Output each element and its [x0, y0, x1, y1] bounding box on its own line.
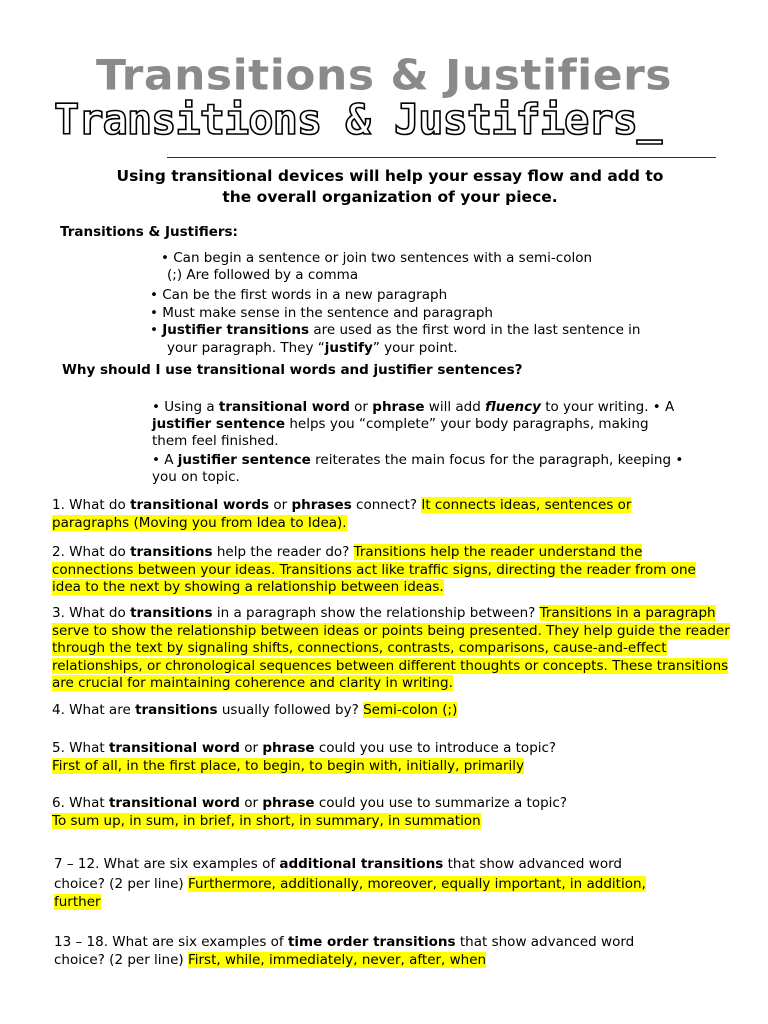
- text-span: could you use to introduce a topic?: [314, 740, 557, 756]
- answer-highlight: through the text by signaling shifts, connections, contrasts, comparisons, cause-and-effect: [52, 640, 667, 656]
- answer-highlight: Transitions in a paragraph: [539, 605, 716, 621]
- question-5-line-2: [52, 758, 556, 776]
- bold-term: transitions: [135, 702, 218, 718]
- section-heading-transitions: Transitions & Justifiers:: [60, 224, 238, 240]
- text-span: will add: [424, 399, 486, 415]
- text-span: 6. What: [52, 795, 109, 811]
- bold-term: phrases: [291, 497, 352, 513]
- bullet-item-1-line-1: • Can begin a sentence or join two sentences with a semi-colon: [161, 250, 593, 266]
- bold-term: transitional words: [130, 497, 270, 513]
- answer-highlight: relationships, or chronological sequences between different thoughts or concepts. These transitions: [52, 657, 729, 674]
- text-span: 13 – 18. What are six examples of: [54, 934, 288, 950]
- text-span: 7 – 12. What are six examples of: [54, 856, 280, 872]
- text-span: or: [239, 740, 263, 756]
- section-heading-why: Why should I use transitional words and justifier sentences?: [62, 362, 523, 378]
- text-span: 5. What: [52, 740, 109, 756]
- why-paragraph-2-line-2: you on topic.: [152, 469, 240, 485]
- text-span: help the reader do?: [212, 544, 354, 560]
- bullet-item-1-line-2: (;) Are followed by a comma: [167, 267, 359, 283]
- bold-term: transitions: [130, 605, 213, 621]
- why-paragraph-1-line-1: [152, 399, 674, 416]
- question-13-18: [54, 934, 634, 969]
- bold-term: phrase: [262, 795, 315, 811]
- question-7-12-line-2: [54, 874, 646, 894]
- question-7-12-line-1: [54, 854, 646, 874]
- subtitle: [60, 166, 720, 208]
- question-3-line-3: [52, 640, 730, 658]
- bullet-text: your paragraph. They “: [167, 340, 325, 356]
- subtitle-line-2: the overall organization of your piece.: [222, 188, 558, 206]
- answer-highlight: idea to the next by showing a relationship between ideas.: [52, 579, 444, 595]
- answer-highlight: Semi-colon (;): [363, 702, 458, 718]
- answer-highlight: It connects ideas, sentences or: [421, 497, 632, 513]
- question-2-line-3: [52, 579, 696, 597]
- question-7-12-line-3: [54, 894, 646, 911]
- bold-italic-term: fluency: [485, 399, 541, 415]
- bullet-marker: •: [150, 322, 163, 338]
- question-2: [52, 544, 696, 597]
- text-span: in a paragraph show the relationship between?: [212, 605, 540, 621]
- question-5-line-1: [52, 740, 556, 758]
- answer-highlight: further: [54, 894, 101, 910]
- question-3-line-1: [52, 605, 730, 623]
- bullet-item-4-line-1: [150, 322, 640, 339]
- bold-term: phrase: [372, 399, 425, 415]
- answer-highlight: connections between your ideas. Transitions act like traffic signs, directing the reader from one: [52, 561, 696, 578]
- text-span: connect?: [351, 497, 422, 513]
- title-underline: [167, 157, 716, 158]
- why-paragraph-1-line-2: [152, 416, 674, 433]
- bullet-item-3: • Must make sense in the sentence and paragraph: [150, 305, 493, 321]
- question-5: [52, 740, 556, 775]
- page-title: Transitions & Justifiers_: [54, 95, 662, 144]
- bold-term: additional transitions: [279, 856, 444, 872]
- question-2-line-2: [52, 562, 696, 580]
- page-title-shadow: Transitions & Justifiers: [96, 51, 672, 100]
- bullet-item-4: [150, 322, 640, 357]
- question-3-line-4: [52, 658, 730, 676]
- bold-term: transitional word: [108, 740, 240, 756]
- question-13-18-line-2: [54, 952, 634, 970]
- text-span: or: [349, 399, 373, 415]
- text-span: usually followed by?: [217, 702, 364, 718]
- text-span: 4. What are: [52, 702, 136, 718]
- text-span: reiterates the main focus for the paragraph, keeping •: [310, 452, 684, 468]
- answer-highlight: First, while, immediately, never, after, when: [187, 951, 487, 968]
- bold-term: justifier sentence: [177, 452, 311, 468]
- text-span: to your writing. • A: [540, 399, 675, 415]
- question-6: [52, 795, 567, 830]
- question-3: [52, 605, 730, 693]
- question-1-line-1: [52, 497, 631, 515]
- bold-term: justify: [324, 340, 373, 356]
- text-span: could you use to summarize a topic?: [314, 795, 567, 811]
- text-span: or: [239, 795, 263, 811]
- bold-term: phrase: [262, 740, 315, 756]
- question-2-line-1: [52, 544, 696, 562]
- question-3-line-2: [52, 623, 730, 641]
- text-span: helps you “complete” your body paragraphs, making: [285, 416, 649, 432]
- why-paragraph-1: [152, 399, 674, 450]
- text-span: that show advanced word: [443, 856, 622, 872]
- question-7-12: [54, 854, 646, 911]
- bullet-item-2: • Can be the first words in a new paragraph: [150, 287, 448, 303]
- text-span: 1. What do: [52, 497, 131, 513]
- why-paragraph-1-line-3: them feel finished.: [152, 433, 279, 449]
- question-4: [52, 702, 457, 720]
- bold-term: Justifier transitions: [162, 322, 310, 338]
- text-span: choice? (2 per line): [54, 951, 188, 968]
- question-1-line-2: [52, 515, 631, 533]
- bold-term: transitional word: [218, 399, 350, 415]
- answer-highlight: are crucial for maintaining coherence and clarity in writing.: [52, 675, 453, 691]
- text-span: or: [269, 497, 292, 513]
- bold-term: time order transitions: [287, 934, 456, 950]
- question-3-line-5: [52, 675, 730, 693]
- question-6-line-2: [52, 813, 567, 831]
- bullet-text: are used as the first word in the last sentence in: [309, 322, 641, 338]
- text-span: 3. What do: [52, 605, 131, 621]
- text-span: that show advanced word: [455, 934, 635, 950]
- answer-highlight: serve to show the relationship between ideas or points being presented. They help guide the reader: [52, 622, 730, 639]
- answer-highlight: To sum up, in sum, in brief, in short, in summary, in summation: [52, 812, 481, 829]
- question-1: [52, 497, 631, 532]
- why-paragraph-2-line-1: [152, 452, 683, 469]
- answer-highlight: Transitions help the reader understand the: [353, 544, 643, 560]
- subtitle-line-1: Using transitional devices will help your essay flow and add to: [116, 167, 664, 185]
- question-6-line-1: [52, 795, 567, 813]
- text-span: • Using a: [152, 399, 219, 415]
- why-paragraph-2: [152, 452, 683, 486]
- text-span: 2. What do: [52, 544, 131, 560]
- answer-highlight: paragraphs (Moving you from Idea to Idea).: [52, 514, 347, 531]
- bold-term: transitional word: [108, 795, 240, 811]
- text-span: • A: [152, 452, 178, 468]
- bullet-text: ” your point.: [372, 340, 458, 356]
- answer-highlight: First of all, in the first place, to begin, to begin with, initially, primarily: [52, 757, 525, 774]
- bullet-item-1: [161, 250, 592, 284]
- text-span: choice? (2 per line): [54, 876, 188, 892]
- bold-term: justifier sentence: [152, 416, 286, 432]
- answer-highlight: Furthermore, additionally, moreover, equally important, in addition,: [187, 876, 646, 892]
- question-13-18-line-1: [54, 934, 634, 952]
- bullet-item-4-line-2: [167, 340, 640, 357]
- bold-term: transitions: [130, 544, 213, 560]
